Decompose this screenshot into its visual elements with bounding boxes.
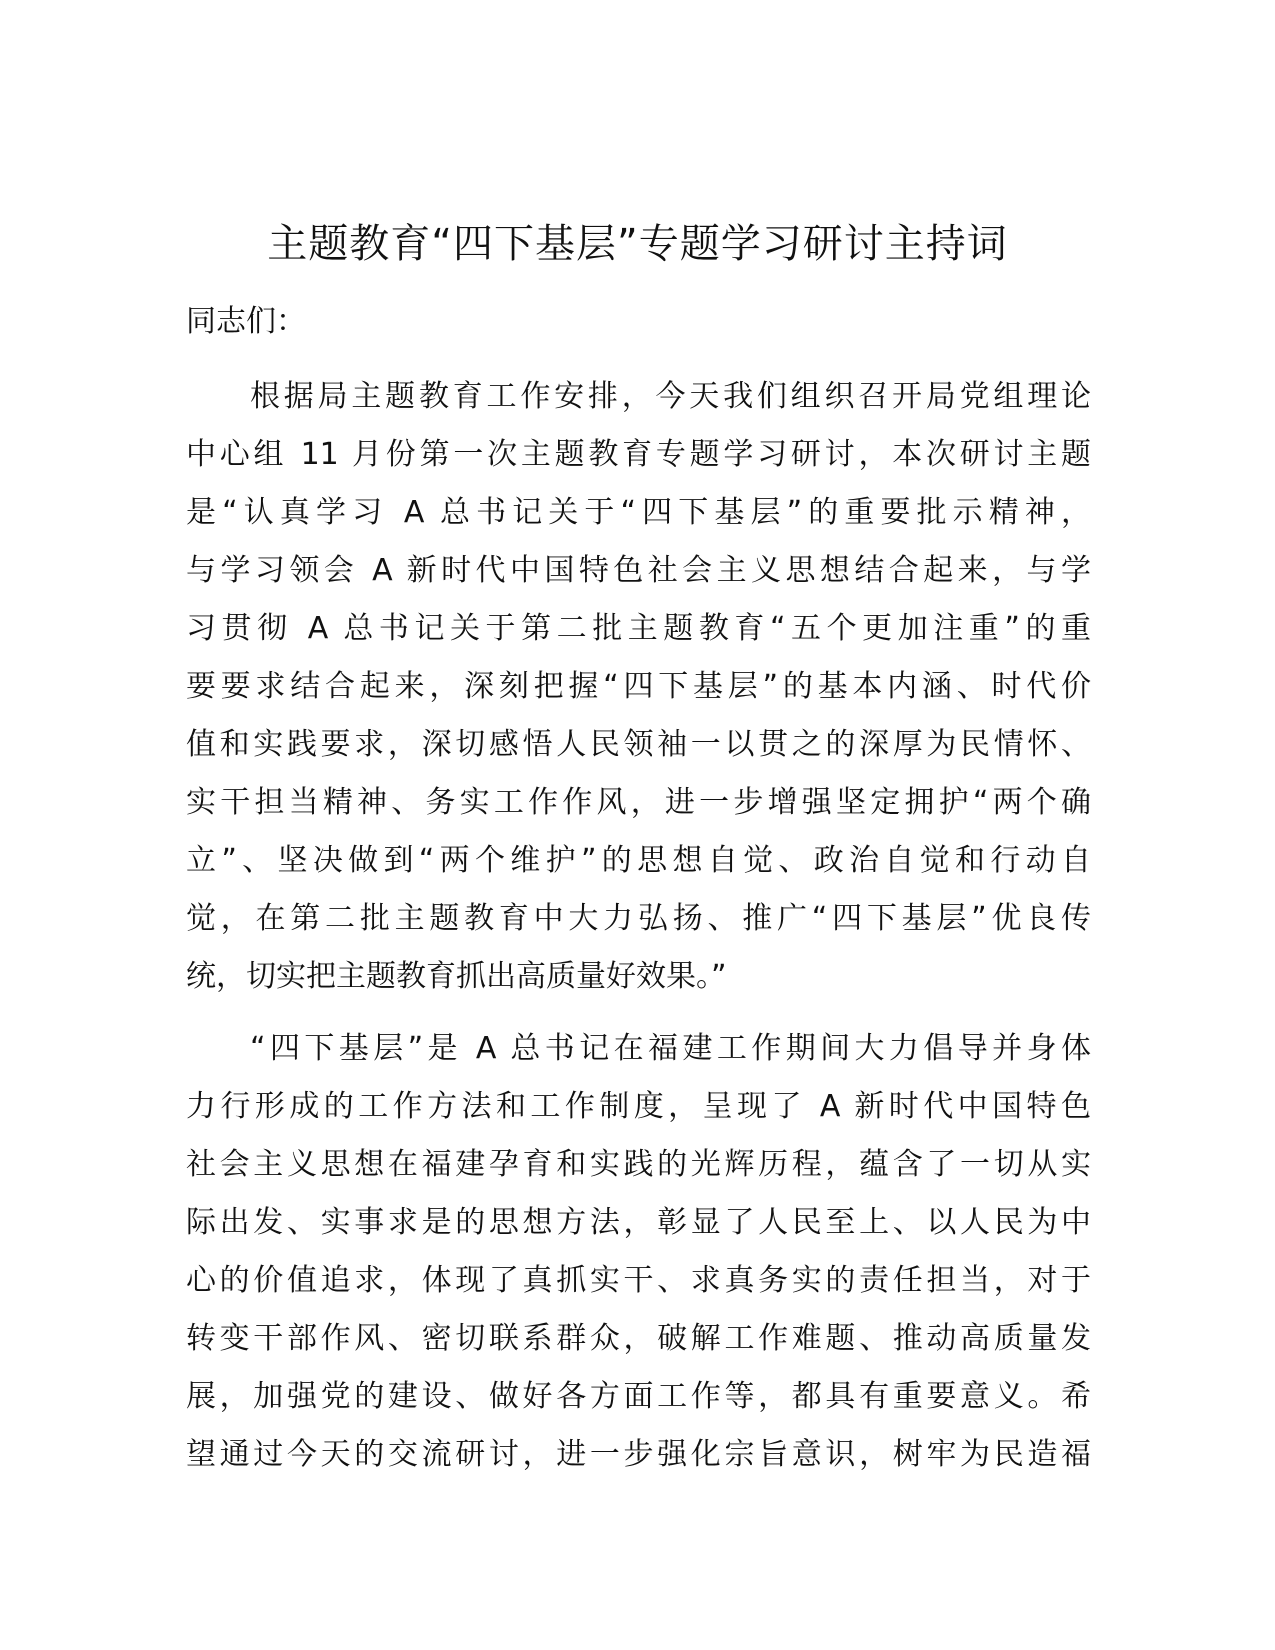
paragraph-line: 要要求结合起来，深刻把握“四下基层”的基本内涵、时代价 (186, 669, 1091, 704)
paragraph-line: 值和实践要求，深切感悟人民领袖一以贯之的深厚为民情怀、 (186, 727, 1091, 762)
paragraph-line: 中心组 11 月份第一次主题教育专题学习研讨，本次研讨主题 (186, 437, 1091, 472)
paragraph-line: “四下基层”是 A 总书记在福建工作期间大力倡导并身体 (250, 1031, 1091, 1066)
paragraph-line: 社会主义思想在福建孕育和实践的光辉历程，蕴含了一切从实 (186, 1147, 1091, 1182)
paragraph-line: 习贯彻 A 总书记关于第二批主题教育“五个更加注重”的重 (186, 611, 1091, 646)
paragraph-line: 展，加强党的建设、做好各方面工作等，都具有重要意义。希 (186, 1379, 1091, 1414)
paragraph-line: 与学习领会 A 新时代中国特色社会主义思想结合起来，与学 (186, 553, 1091, 588)
paragraph-line: 统，切实把主题教育抓出高质量好效果。” (186, 959, 727, 994)
paragraph-line: 心的价值追求，体现了真抓实干、求真务实的责任担当，对于 (186, 1263, 1091, 1298)
paragraph-line: 立”、坚决做到“两个维护”的思想自觉、政治自觉和行动自 (186, 843, 1091, 878)
paragraph-line: 觉，在第二批主题教育中大力弘扬、推广“四下基层”优良传 (186, 901, 1091, 936)
paragraph-line: 际出发、实事求是的思想方法，彰显了人民至上、以人民为中 (186, 1205, 1091, 1240)
paragraph-line: 实干担当精神、务实工作作风，进一步增强坚定拥护“两个确 (186, 785, 1091, 820)
paragraph-line: 望通过今天的交流研讨，进一步强化宗旨意识，树牢为民造福 (186, 1437, 1091, 1472)
salutation: 同志们： (186, 304, 306, 339)
document-title: 主题教育“四下基层”专题学习研讨主持词 (267, 221, 1008, 267)
paragraph-2 (186, 1020, 1091, 1484)
paragraph-line: 是“认真学习 A 总书记关于“四下基层”的重要批示精神， (186, 495, 1091, 530)
paragraph-line: 根据局主题教育工作安排，今天我们组织召开局党组理论 (250, 379, 1091, 414)
paragraph-line: 力行形成的工作方法和工作制度，呈现了 A 新时代中国特色 (186, 1089, 1091, 1124)
paragraph-line: 转变干部作风、密切联系群众，破解工作难题、推动高质量发 (186, 1321, 1091, 1356)
paragraph-1 (186, 368, 1091, 1006)
